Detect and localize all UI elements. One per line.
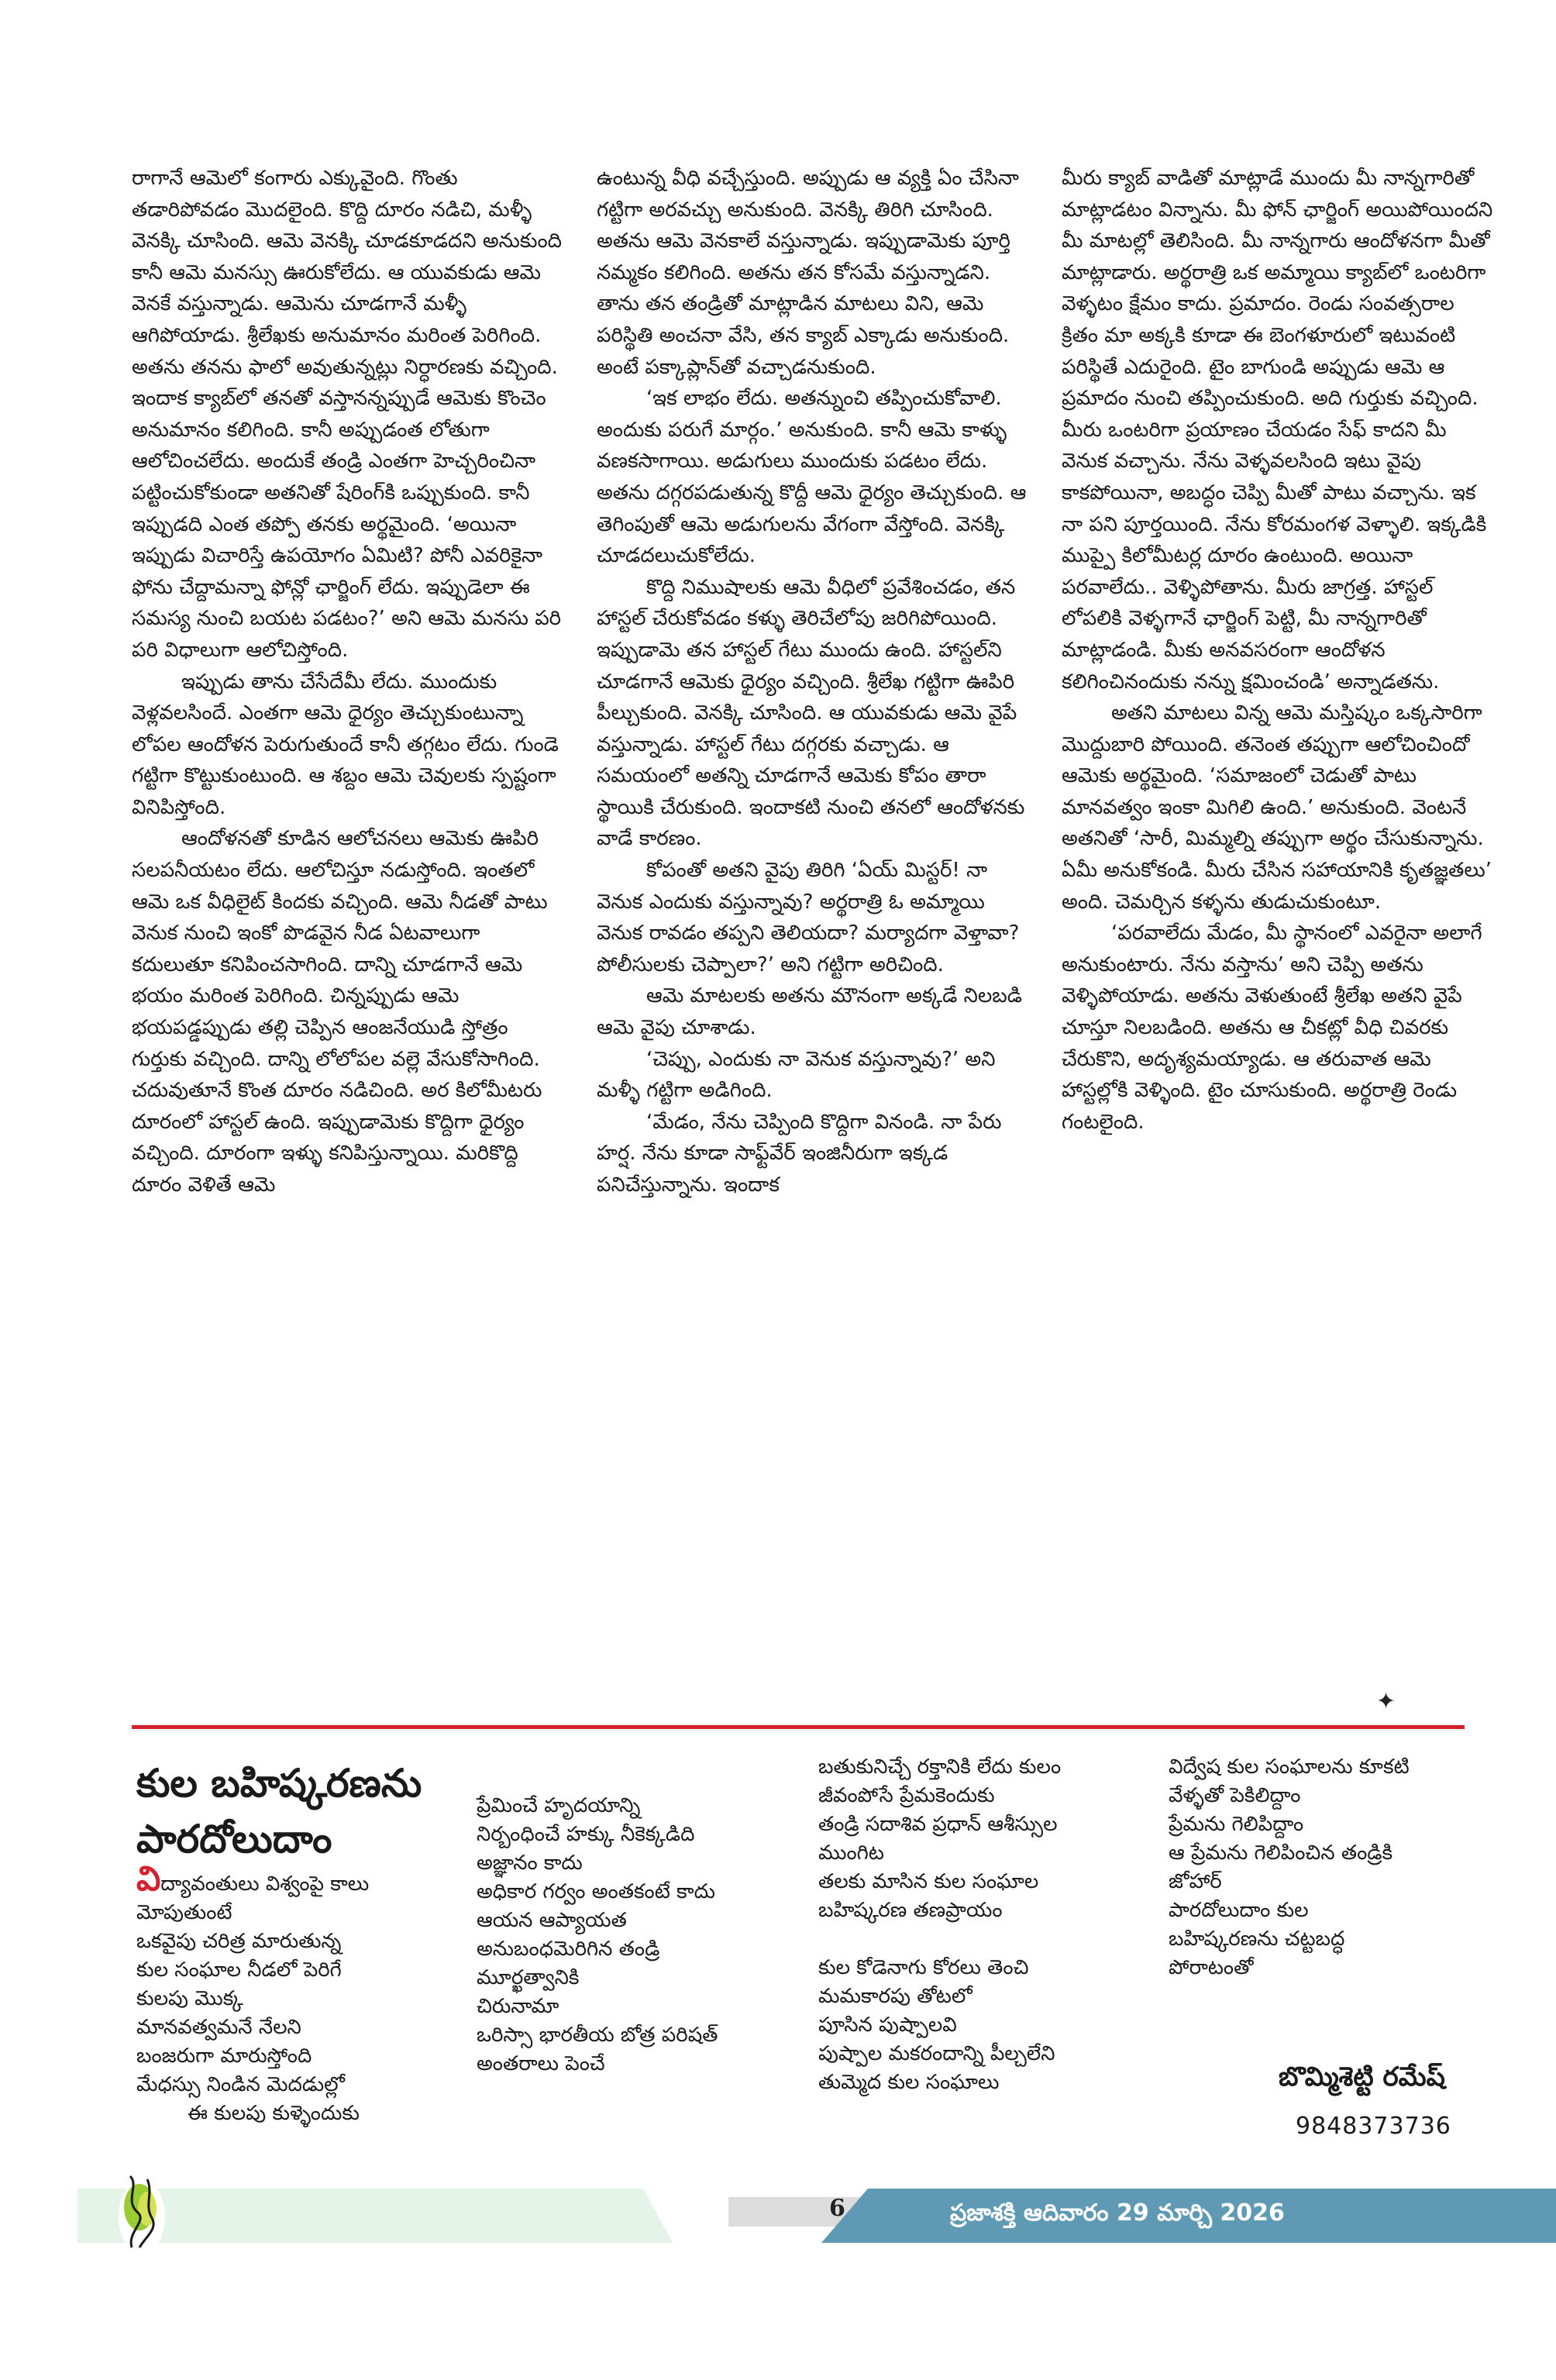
story-body xyxy=(132,163,1493,1697)
paragraph: ఆందోళనతో కూడిన ఆలోచనలు ఆమెకు ఊపిరి సలపనీయటం లేదు. ఆలోచిస్తూ నడుస్తోంది. ఇంతలో ఆమె ఒక వీధిలైట్ కిందకు వచ్చింది. ఆమె నీడతో పాటు వెనుక నుంచి ఇంకో పొడవైన నీడ ఏటవాలుగా కదులుతూ కనిపించసాగింది. దాన్ని చూడగానే ఆమె భయం మరింత పెరిగింది. చిన్నప్పుడు ఆమె భయపడ్డప్పుడు తల్లి చెప్పిన ఆంజనేయుడి స్తోత్రం గుర్తుకు వచ్చింది. దాన్ని లోలోపల వల్లె వేసుకోసాగింది. చదువుతూనే కొంత దూరం నడిచింది. అర కిలోమీటరు దూరంలో హాస్టల్ ఉంది. ఇప్పుడామెకు కొద్దిగా ధైర్యం వచ్చింది. దూరంగా ఇళ్ళు కనిపిస్తున్నాయి. మరికొద్ది దూరం వెళితే ఆమె xyxy=(132,827,548,1197)
poem-drop-cap: వి xyxy=(136,1859,161,1899)
paragraph: కోపంతో అతని వైపు తిరిగి ‘ఏయ్ మిస్టర్! నా వెనుక ఎందుకు వస్తున్నావు? అర్థరాత్రి ఓ అమ్మాయి వెనుక రావడం తప్పని తెలియదా? మర్యాదగా వెళ్తావా? పోలీసులకు చెప్పాలా?’ అని గట్టిగా అరిచింది. xyxy=(597,859,1020,976)
poem-column-1 xyxy=(136,1859,370,2128)
footer-masthead: ప్రజాశక్తి ఆదివారం 29 మార్చి 2026 xyxy=(950,2199,1285,2227)
poem-column-2: ప్రేమించే హృదయాన్ని నిర్బంధించే హక్కు నీకెక్కడిది అజ్ఞానం కాదు అధికార గర్వం అంతకంటే కాదు ఆయన ఆప్యాయత అనుబంధమెరిగిన తండ్రి మూర్ఖత్వానికి చిరునామా ఒరిస్సా భారతీయ బోత్ర పరిషత్ అంతరాలు పెంచే xyxy=(477,1794,718,2075)
paragraph: ‘మేడం, నేను చెప్పింది కొద్దిగా వినండి. నా పేరు హర్ష. నేను కూడా సాఫ్ట్‌వేర్ ఇంజినీరుగా ఇక్కడ పనిచేస్తున్నాను. ఇందాక xyxy=(597,1110,1002,1197)
paragraph: ‘ఇక లాభం లేదు. అతన్నుంచి తప్పించుకోవాలి. అందుకు పరుగే మార్గం.’ అనుకుంది. కానీ ఆమె కాళ్ళు వణకసాగాయి. అడుగులు ముందుకు పడటం లేదు. అతను దగ్గరపడుతున్న కొద్దీ ఆమె ధైర్యం తెచ్చుకుంది. ఆ తెగింపుతో ఆమె అడుగులను వేగంగా వేస్తోంది. వెనక్కి చూడదలుచుకోలేదు. xyxy=(597,387,1027,568)
story-end-star-icon: ✦ xyxy=(1376,1688,1396,1715)
section-divider-shadow xyxy=(132,1729,1465,1732)
footer-green-band xyxy=(77,2189,837,2243)
paragraph: రాగానే ఆమెలో కంగారు ఎక్కువైంది. గొంతు తడారిపోవడం మొదలైంది. కొద్ది దూరం నడిచి, మళ్ళీ వెనక్కి చూసింది. ఆమె వెనక్కి చూడకూడదని అనుకుంది కానీ ఆమె మనస్సు ఊరుకోలేదు. ఆ యువకుడు ఆమె వెనకే వస్తున్నాడు. ఆమెను చూడగానే మళ్ళీ ఆగిపోయాడు. శ్రీలేఖకు అనుమానం మరింత పెరిగింది. అతను తనను ఫాలో అవుతున్నట్లు నిర్ధారణకు వచ్చింది. ఇందాక క్యాబ్‌లో తనతో వస్తానన్నప్పుడే ఆమెకు కొంచెం అనుమానం కలిగింది. కానీ అప్పుడంత లోతుగా ఆలోచించలేదు. అందుకే తండ్రి ఎంతగా హెచ్చరించినా పట్టించుకోకుండా అతనితో షేరింగ్‌కి ఒప్పుకుంది. కానీ ఇప్పుడది ఎంత తప్పో తనకు అర్థమైంది. ‘అయినా ఇప్పుడు విచారిస్తే ఉపయోగం ఏమిటి? పోనీ ఎవరికైనా ఫోను చేద్దామన్నా ఫోన్లో ఛార్జింగ్ లేదు. ఇప్పుడెలా ఈ సమస్య నుంచి బయట పడటం?’ అని ఆమె మనసు పరి పరి విధాలుగా ఆలోచిస్తోంది. xyxy=(132,167,563,662)
paragraph: ‘చెప్పు, ఎందుకు నా వెనుక వస్తున్నావు?’ అని మళ్ళీ గట్టిగా అడిగింది. xyxy=(597,1047,996,1103)
story-column-2 xyxy=(597,163,1031,1697)
paragraph: మీరు క్యాబ్ వాడితో మాట్లాడే ముందు మీ నాన్నగారితో మాట్లాడటం విన్నాను. మీ ఫోన్ ఛార్జింగ్ అయిపోయిందని మీ మాటల్లో తెలిసింది. మీ నాన్నగారు ఆందోళనగా మీతో మాట్లాడారు. అర్థరాత్రి ఒక అమ్మాయి క్యాబ్‌లో ఒంటరిగా వెళ్ళటం క్షేమం కాదు. ప్రమాదం. రెండు సంవత్సరాల క్రితం మా అక్కకి కూడా ఈ బెంగళూరులో ఇటువంటి పరిస్థితే ఎదురైంది. టైం బాగుండి అప్పుడు ఆమె ఆ ప్రమాదం నుంచి తప్పించుకుంది. అది గుర్తుకు వచ్చింది. మీరు ఒంటరిగా ప్రయాణం చేయడం సేఫ్ కాదని మీ వెనుక వచ్చాను. నేను వెళ్ళవలసింది ఇటు వైపు కాకపోయినా, అబద్ధం చెప్పి మీతో పాటు వచ్చాను. ఇక నా పని పూర్తయింది. నేను కోరమంగళ వెళ్ళాలి. ఇక్కడికి ముప్పై కిలోమీటర్ల దూరం ఉంటుంది. అయినా పరవాలేదు.. వెళ్ళిపోతాను. మీరు జాగ్రత్త. హాస్టల్ లోపలికి వెళ్ళగానే ఛార్జింగ్ పెట్టి, మీ నాన్నగారితో మాట్లాడండి. మీకు అనవసరంగా ఆందోళన కలిగించినందుకు నన్ను క్షమించండి’ అన్నాడతను. xyxy=(1062,167,1493,694)
page-number: 6 xyxy=(829,2195,845,2222)
paragraph: ‘పరవాలేదు మేడం, మీ స్థానంలో ఎవరైనా అలాగే అనుకుంటారు. నేను వస్తాను’ అని చెప్పి అతను వెళ్ళిపోయాడు. అతను వెళుతుంటే శ్రీలేఖ అతని వైపే చూస్తూ నిలబడింది. అతను ఆ చీకట్లో వీధి చివరకు చేరుకొని, అదృశ్యమయ్యాడు. ఆ తరువాత ఆమె హాస్టల్లోకి వెళ్ళింది. టైం చూసుకుంది. అర్థరాత్రి రెండు గంటలైంది. xyxy=(1062,921,1482,1134)
story-column-1 xyxy=(132,163,566,1697)
poem-column-4: విద్వేష కుల సంఘాలను కూకటి వేళ్ళతో పెకిలిద్దాం ప్రేమను గెలిపిద్దాం ఆ ప్రేమను గెలిపించిన తండ్రికి జోహార్ పారదోలుదాం కుల బహిష్కరణను చట్టబద్ధ పోరాటంతో xyxy=(1169,1755,1410,1979)
sneha-logo-icon xyxy=(116,2170,167,2255)
author-phone: 9848373736 xyxy=(1296,2113,1451,2140)
paragraph: కొద్ది నిముషాలకు ఆమె వీధిలో ప్రవేశించడం, తన హాస్టల్ చేరుకోవడం కళ్ళు తెరిచేలోపు జరిగిపోయింది. ఇప్పుడామె తన హాస్టల్ గేటు ముందు ఉంది. హాస్టల్‌ని చూడగానే ఆమెకు ధైర్యం వచ్చింది. శ్రీలేఖ గట్టిగా ఊపిరి పీల్చుకుంది. వెనక్కి చూసింది. ఆ యువకుడు ఆమె వైపే వస్తున్నాడు. హాస్టల్ గేటు దగ్గరకు వచ్చాడు. ఆ సమయంలో అతన్ని చూడగానే ఆమెకు కోపం తారా స్థాయికి చేరుకుంది. ఇందాకటి నుంచి తనలో ఆందోళనకు వాడే కారణం. xyxy=(597,575,1025,851)
poem-column-3: బతుకునిచ్చే రక్తానికి లేదు కులం జీవంపోసే ప్రేమకెందుకు తండ్రి సదాశివ ప్రధాన్ ఆశీస్సుల ముంగిట తలకు మాసిన కుల సంఘాల బహిష్కరణ తణప్రాయం కుల కోడెనాగు కోరలు తెంచి మమకారపు తోటలో పూసిన పుష్పాలవి పుష్పాల మకరందాన్ని పీల్చలేని తుమ్మెద కుల సంఘాలు xyxy=(818,1755,1062,2094)
poem-lines: ద్యావంతులు విశ్వంపై కాలు మోపుతుంటే ఒకవైపు చరిత్ర మారుతున్న కుల సంఘాల నీడలో పెరిగే కులపు మొక్క మానవత్వమనే నేలని బంజరుగా మారుస్తోంది మేధస్సు నిండిన మెదడుల్లో ఈ కులపు కుళ్ళెందుకు xyxy=(136,1872,370,2125)
paragraph: అతని మాటలు విన్న ఆమె మస్తిష్కం ఒక్కసారిగా మొద్దుబారి పోయింది. తనెంత తప్పుగా ఆలోచించిందో ఆమెకు అర్థమైంది. ‘సమాజంలో చెడుతో పాటు మానవత్వం ఇంకా మిగిలి ఉంది.’ అనుకుంది. వెంటనే అతనితో ‘సారీ, మిమ్మల్ని తప్పుగా అర్థం చేసుకున్నాను. ఏమీ అనుకోకండి. మీరు చేసిన సహాయానికి కృతజ్ఞతలు’ అంది. చెమర్చిన కళ్ళను తుడుచుకుంటూ. xyxy=(1062,701,1492,914)
paragraph: ఆమె మాటలకు అతను మౌనంగా అక్కడే నిలబడి ఆమె వైపు చూశాడు. xyxy=(597,984,1023,1040)
poem-title: కుల బహిష్కరణను పారదోలుదాం xyxy=(136,1761,422,1862)
poem-author: బొమ్మిశెట్టి రమేష్ xyxy=(1279,2061,1445,2092)
paragraph: ఇప్పుడు తాను చేసేదేమీ లేదు. ముందుకు వెళ్లవలసిందే. ఎంతగా ఆమె ధైర్యం తెచ్చుకుంటున్నా లోపల ఆందోళన పెరుగుతుందే కానీ తగ్గటం లేదు. గుండె గట్టిగా కొట్టుకుంటుంది. ఆ శబ్దం ఆమె చెవులకు స్పష్టంగా వినిపిస్తోంది. xyxy=(132,670,559,819)
story-column-3 xyxy=(1062,163,1496,1697)
paragraph: ఉంటున్న వీధి వచ్చేస్తుంది. అప్పుడు ఆ వ్యక్తి ఏం చేసినా గట్టిగా అరవచ్చు అనుకుంది. వెనక్కి తిరిగి చూసింది. అతను ఆమె వెనకాలే వస్తున్నాడు. ఇప్పుడామెకు పూర్తి నమ్మకం కలిగింది. అతను తన కోసమే వస్తున్నాడని. తాను తన తండ్రితో మాట్లాడిన మాటలు విని, ఆమె పరిస్థితి అంచనా వేసి, తన క్యాబ్ ఎక్కాడు అనుకుంది. అంటే పక్కాప్లాన్‌తో వచ్చాడనుకుంది. xyxy=(597,167,1019,379)
